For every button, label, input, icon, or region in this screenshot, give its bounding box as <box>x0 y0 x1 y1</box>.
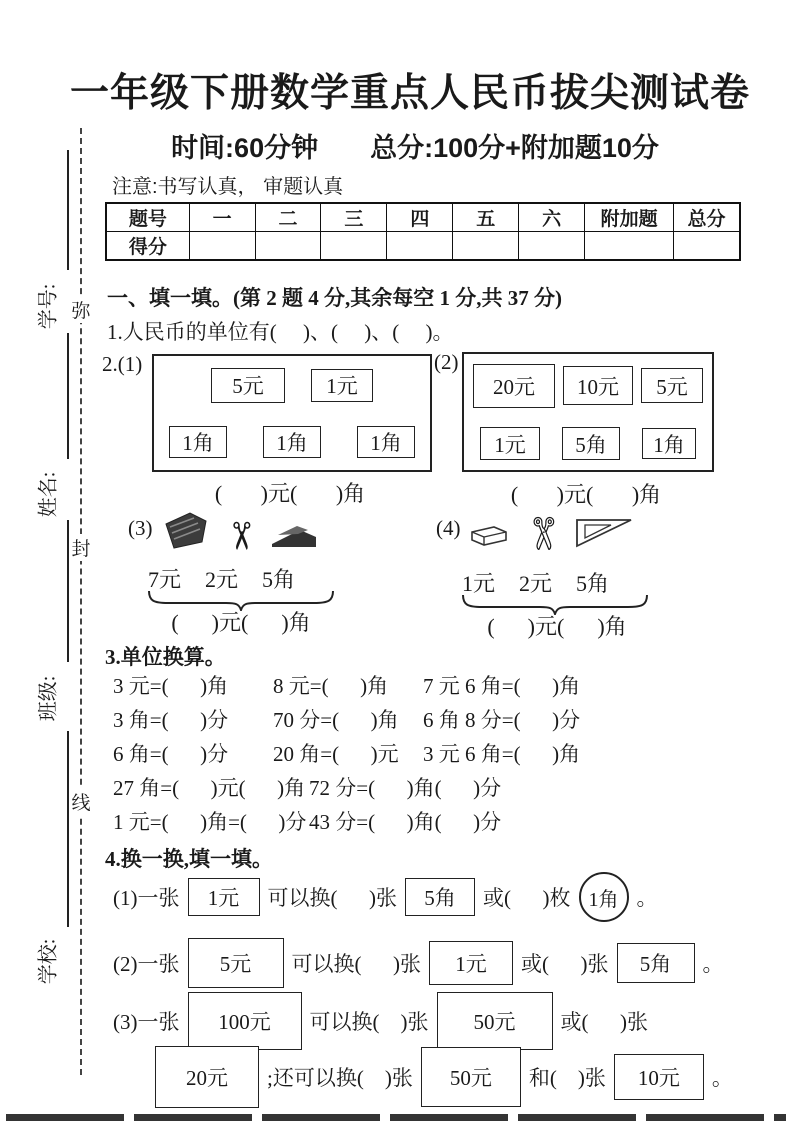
price-label: 5角 <box>262 567 296 592</box>
conversion-item: 1 元=( )角=( )分 <box>113 810 307 834</box>
q4-line-1 <box>113 872 658 922</box>
score-header-cell: 六 <box>519 203 585 232</box>
blank-line-student-id <box>67 150 69 270</box>
money-note: 1元 <box>480 427 540 460</box>
q4-text: 。 <box>636 886 658 910</box>
q2-part1-answer-blank: ( )元( )角 <box>214 481 366 506</box>
question-2-label <box>102 352 142 377</box>
seal-char-2: 封 <box>69 534 93 561</box>
page-title: 一年级下册数学重点人民币拔尖测试卷 <box>69 72 750 115</box>
q4-text: 或( )张 <box>560 1010 648 1034</box>
money-note: 5元 <box>211 368 285 403</box>
q2-part4-answer-blank: ( )元( )角 <box>487 614 627 639</box>
conversion-item: 6 角=( )分 <box>113 742 229 766</box>
money-note: 1元 <box>429 941 513 985</box>
money-coin: 1角 <box>579 872 629 922</box>
q4-text: 。 <box>702 952 724 976</box>
conversion-item: 3 元 6 角=( )角 <box>423 742 581 766</box>
q2-part2-answer-blank: ( )元( )角 <box>510 482 662 507</box>
score-header-cell: 题号 <box>106 203 189 232</box>
q4-text: 。 <box>711 1066 733 1090</box>
q2-part1-bottom-row <box>154 426 430 458</box>
conversion-item: 6 角 8 分=( )分 <box>423 708 581 732</box>
score-cell-empty <box>255 232 321 261</box>
score-row-label: 得分 <box>106 232 189 261</box>
money-note: 10元 <box>563 366 633 405</box>
price-label: 1元 <box>462 571 496 596</box>
conversion-row <box>113 738 580 768</box>
question-2-number: 2. <box>102 352 118 376</box>
q2-part1-label: (1) <box>117 352 143 376</box>
score-cell-empty <box>189 232 255 261</box>
q4-text: 或( )枚 <box>483 886 571 910</box>
exam-meta <box>85 126 745 165</box>
question-3-heading: 3.单位换算。 <box>105 645 226 669</box>
money-note: 20元 <box>155 1046 259 1108</box>
q4-line-2 <box>113 938 724 988</box>
conversion-item: 27 角=( )元( )角 <box>113 776 306 800</box>
conversion-item: 8 元=( )角 <box>273 674 389 698</box>
scissors-icon: ✂ <box>218 520 261 552</box>
score-cell-empty <box>321 232 387 261</box>
price-label: 5角 <box>576 571 610 596</box>
conversion-item: 3 元=( )角 <box>113 674 229 698</box>
section-one-heading: 一、填一填。(第 2 题 4 分,其余每空 1 分,共 37 分) <box>107 286 562 310</box>
exam-total-score: 总分:100分+附加题10分 <box>370 133 659 163</box>
conversion-item: 70 分=( )角 <box>273 708 399 732</box>
q4-text: ;还可以换( )张 <box>267 1066 413 1090</box>
score-header-cell: 四 <box>387 203 453 232</box>
money-note: 1元 <box>311 369 373 402</box>
set-square-icon <box>573 515 635 554</box>
money-note: 5角 <box>562 427 620 460</box>
exam-time: 时间:60分钟 <box>171 133 319 163</box>
money-note: 100元 <box>188 992 302 1050</box>
q4-text: (3)一张 <box>113 1010 180 1034</box>
price-label: 7元 <box>148 567 182 592</box>
score-header-cell: 三 <box>321 203 387 232</box>
field-student-id: 学号: <box>37 283 60 330</box>
conversion-item: 20 角=( )元 <box>273 742 399 766</box>
scan-edge-bar <box>6 1114 786 1121</box>
score-cell-empty <box>519 232 585 261</box>
q2-part1-money-box <box>152 354 432 472</box>
q4-text: (2)一张 <box>113 952 180 976</box>
q2-part3-items <box>158 510 318 555</box>
field-school: 学校: <box>37 938 60 985</box>
conversion-item: 43 分=( )角( )分 <box>309 810 502 834</box>
q4-text: 可以换( )张 <box>267 886 397 910</box>
q2-part4-label: (4) <box>436 516 461 540</box>
score-header-cell: 附加题 <box>585 203 674 232</box>
score-table-score-row <box>106 232 740 261</box>
q4-line-3b <box>155 1046 733 1108</box>
question-1: 1.人民币的单位有( )、( )、( )。 <box>107 320 454 344</box>
score-header-cell: 二 <box>255 203 321 232</box>
q2-part2-money-box <box>462 352 714 472</box>
score-cell-empty <box>387 232 453 261</box>
money-note: 1元 <box>188 878 260 916</box>
price-label: 2元 <box>205 567 239 592</box>
conversion-row <box>113 806 501 836</box>
score-table-header-row <box>106 203 740 232</box>
price-label: 2元 <box>519 571 553 596</box>
q2-part3-label: (3) <box>128 516 153 540</box>
sharpener-icon <box>270 522 318 555</box>
q2-part2-label: (2) <box>434 350 459 374</box>
money-note: 5角 <box>405 878 475 916</box>
field-class: 班级: <box>37 675 60 722</box>
blank-line-name <box>67 333 69 459</box>
money-note: 1角 <box>169 426 227 458</box>
seal-dashed-line <box>80 128 82 1075</box>
question-4-heading: 4.换一换,填一填。 <box>105 847 273 871</box>
money-note: 1角 <box>263 426 321 458</box>
money-note: 20元 <box>473 364 555 408</box>
q2-part1-top-row <box>154 368 430 403</box>
q4-text: 可以换( )张 <box>291 952 421 976</box>
money-note: 5角 <box>617 943 695 983</box>
conversion-item: 72 分=( )角( )分 <box>309 776 502 800</box>
q4-text: 和( )张 <box>528 1066 606 1090</box>
exam-note: 注意:书写认真， 审题认真 <box>112 176 344 198</box>
seal-char-1: 弥 <box>69 296 93 323</box>
notebook-icon <box>158 510 210 555</box>
money-note: 5元 <box>641 368 703 403</box>
score-header-cell: 总分 <box>674 203 740 232</box>
q4-text: 或( )张 <box>521 952 609 976</box>
score-header-cell: 五 <box>453 203 519 232</box>
conversion-row <box>113 704 580 734</box>
money-note: 5元 <box>188 938 284 988</box>
q2-part3-answer-blank: ( )元( )角 <box>171 610 311 635</box>
money-note: 1角 <box>642 428 696 459</box>
seal-char-3: 线 <box>69 788 93 815</box>
field-name: 姓名: <box>37 471 60 518</box>
score-cell-empty <box>453 232 519 261</box>
score-header-cell: 一 <box>189 203 255 232</box>
q4-line-3a <box>113 992 648 1050</box>
q4-text: (1)一张 <box>113 886 180 910</box>
q2-part4-items <box>468 512 635 554</box>
score-cell-empty <box>674 232 740 261</box>
blank-line-school <box>67 731 69 927</box>
conversion-row <box>113 772 501 802</box>
scissors-icon: ✄ <box>518 515 565 551</box>
money-note: 50元 <box>437 992 553 1050</box>
money-note: 50元 <box>421 1047 521 1107</box>
conversion-item: 7 元 6 角=( )角 <box>423 674 581 698</box>
score-table <box>105 202 741 261</box>
q2-part2-bottom-row <box>464 427 712 460</box>
q4-text: 可以换( )张 <box>309 1010 429 1034</box>
eraser-icon <box>468 523 510 554</box>
money-note: 1角 <box>357 426 415 458</box>
q2-part2-top-row <box>464 364 712 408</box>
score-cell-empty <box>585 232 674 261</box>
conversion-item: 3 角=( )分 <box>113 708 229 732</box>
money-note: 10元 <box>614 1054 704 1100</box>
conversion-row <box>113 670 580 700</box>
